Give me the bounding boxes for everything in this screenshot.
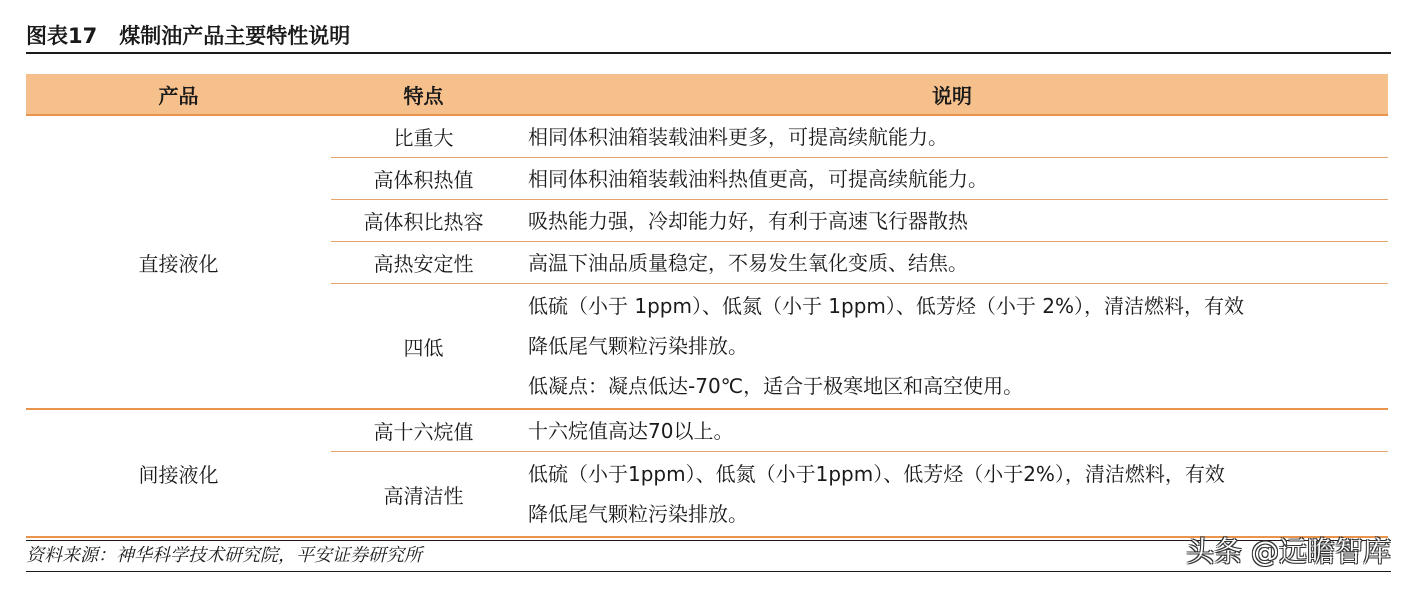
watermark-text: 头条 @远瞻智库 bbox=[1186, 535, 1391, 568]
product-direct-liquefaction: 直接液化 bbox=[26, 115, 331, 409]
table-header-row bbox=[26, 74, 1388, 115]
description-line: 降低尾气颗粒污染排放。 bbox=[528, 334, 748, 358]
header-feature: 特点 bbox=[331, 74, 516, 115]
feature-cell: 高十六烷值 bbox=[331, 409, 516, 452]
product-indirect-liquefaction: 间接液化 bbox=[26, 409, 331, 537]
header-product: 产品 bbox=[26, 74, 331, 115]
table-row bbox=[26, 115, 1388, 158]
description-cell bbox=[516, 452, 1388, 538]
feature-cell: 高体积热值 bbox=[331, 158, 516, 200]
description-line: 降低尾气颗粒污染排放。 bbox=[528, 502, 748, 526]
product-spec-table bbox=[26, 74, 1388, 538]
description-line: 低硫（小于1ppm）、低氮（小于1ppm）、低芳烃（小于2%），清洁燃料，有效 bbox=[528, 462, 1225, 486]
feature-cell: 比重大 bbox=[331, 115, 516, 158]
description-cell: 高温下油品质量稳定，不易发生氧化变质、结焦。 bbox=[516, 242, 1388, 284]
feature-cell: 高体积比热容 bbox=[331, 200, 516, 242]
figure-title bbox=[26, 18, 1391, 54]
header-description: 说明 bbox=[516, 74, 1388, 115]
source-note: 资料来源：神华科学技术研究院，平安证券研究所 bbox=[26, 540, 1391, 572]
description-cell: 相同体积油箱装载油料更多，可提高续航能力。 bbox=[516, 115, 1388, 158]
figure-number: 图表17 bbox=[26, 24, 98, 48]
description-line: 低凝点：凝点低达-70℃，适合于极寒地区和高空使用。 bbox=[528, 374, 1024, 398]
description-cell: 十六烷值高达70以上。 bbox=[516, 409, 1388, 452]
description-cell: 吸热能力强，冷却能力好，有利于高速飞行器散热 bbox=[516, 200, 1388, 242]
description-cell: 相同体积油箱装载油料热值更高，可提高续航能力。 bbox=[516, 158, 1388, 200]
description-cell bbox=[516, 284, 1388, 410]
figure-caption: 煤制油产品主要特性说明 bbox=[119, 24, 351, 48]
table-row bbox=[26, 409, 1388, 452]
feature-cell: 高热安定性 bbox=[331, 242, 516, 284]
feature-cell: 四低 bbox=[331, 284, 516, 410]
description-line: 低硫（小于 1ppm）、低氮（小于 1ppm）、低芳烃（小于 2%），清洁燃料，有效 bbox=[528, 294, 1244, 318]
feature-cell: 高清洁性 bbox=[331, 452, 516, 538]
